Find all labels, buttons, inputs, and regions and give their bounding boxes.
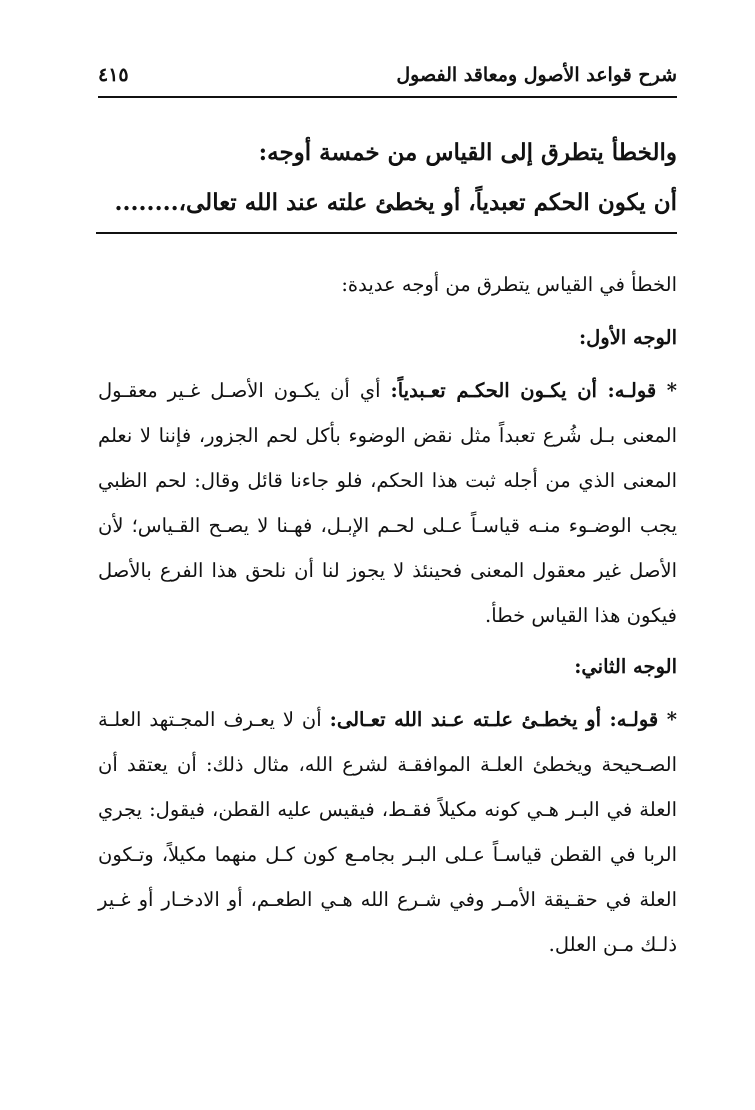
section-heading-first: الوجه الأول: bbox=[578, 326, 677, 349]
matn-text bbox=[98, 128, 677, 228]
page-number: ٤١٥ bbox=[98, 64, 129, 86]
paragraph-body-second: أن لا يعـرف المجـتهد العلـة الصـحيحة ويخطئ العلـة الموافقـة لشرع الله، مثال ذلك: أن يعتقد أن العلة في البـر هـي كونه مكيلاً فقـط، فيقيس عليه القطن، فيقول: يجري الربا في القطن قياسـاً عـلى البـر بجامـع كون كـل منهما مكيلاً، وتـكون العلة في حقـيقة الأمـر وفي شـرع الله هـي الطعـم، أو الادخـار أو غـير ذلـك مـن العلل. bbox=[98, 708, 677, 956]
commentary bbox=[98, 262, 677, 973]
section-paragraph-first bbox=[98, 368, 677, 638]
section-divider bbox=[96, 232, 677, 234]
quote-lead-second: * قولـه: أو يخطـئ علـته عـند الله تعـالى: bbox=[329, 708, 677, 731]
paragraph-body-first: أي أن يكـون الأصـل غـير معقـول المعنى بـل شُرع تعبداً مثل نقض الوضوء بأكل لحم الجزور، فإننا لا نعلم المعنى الذي من أجله ثبت هذا الحكم، فلو جاءنا قائل وقال: لحم الظبي يجب الوضـوء منـه قياسـاً عـلى لحـم الإبـل، فهـنا لا يصـح القـياس؛ لأن الأصل غير معقول المعنى فحينئذ لا يجوز لنا أن نلحق هذا الفرع بالأصل فيكون هذا القياس خطأ. bbox=[98, 379, 677, 627]
book-title: شرح قواعد الأصول ومعاقد الفصول bbox=[396, 64, 677, 86]
section-paragraph-second bbox=[98, 697, 677, 967]
commentary-intro: الخطأ في القياس يتطرق من أوجه عديدة: bbox=[341, 273, 677, 296]
matn-line-1: والخطأ يتطرق إلى القياس من خمسة أوجه: bbox=[258, 139, 677, 166]
section-heading-second: الوجه الثاني: bbox=[574, 655, 677, 678]
matn-line-2: أن يكون الحكم تعبدياً، أو يخطئ علته عند الله تعالى،........ bbox=[114, 189, 677, 216]
running-header bbox=[98, 62, 677, 98]
quote-lead-first: * قولـه: أن يكـون الحكـم تعـبدياً: bbox=[390, 379, 678, 402]
